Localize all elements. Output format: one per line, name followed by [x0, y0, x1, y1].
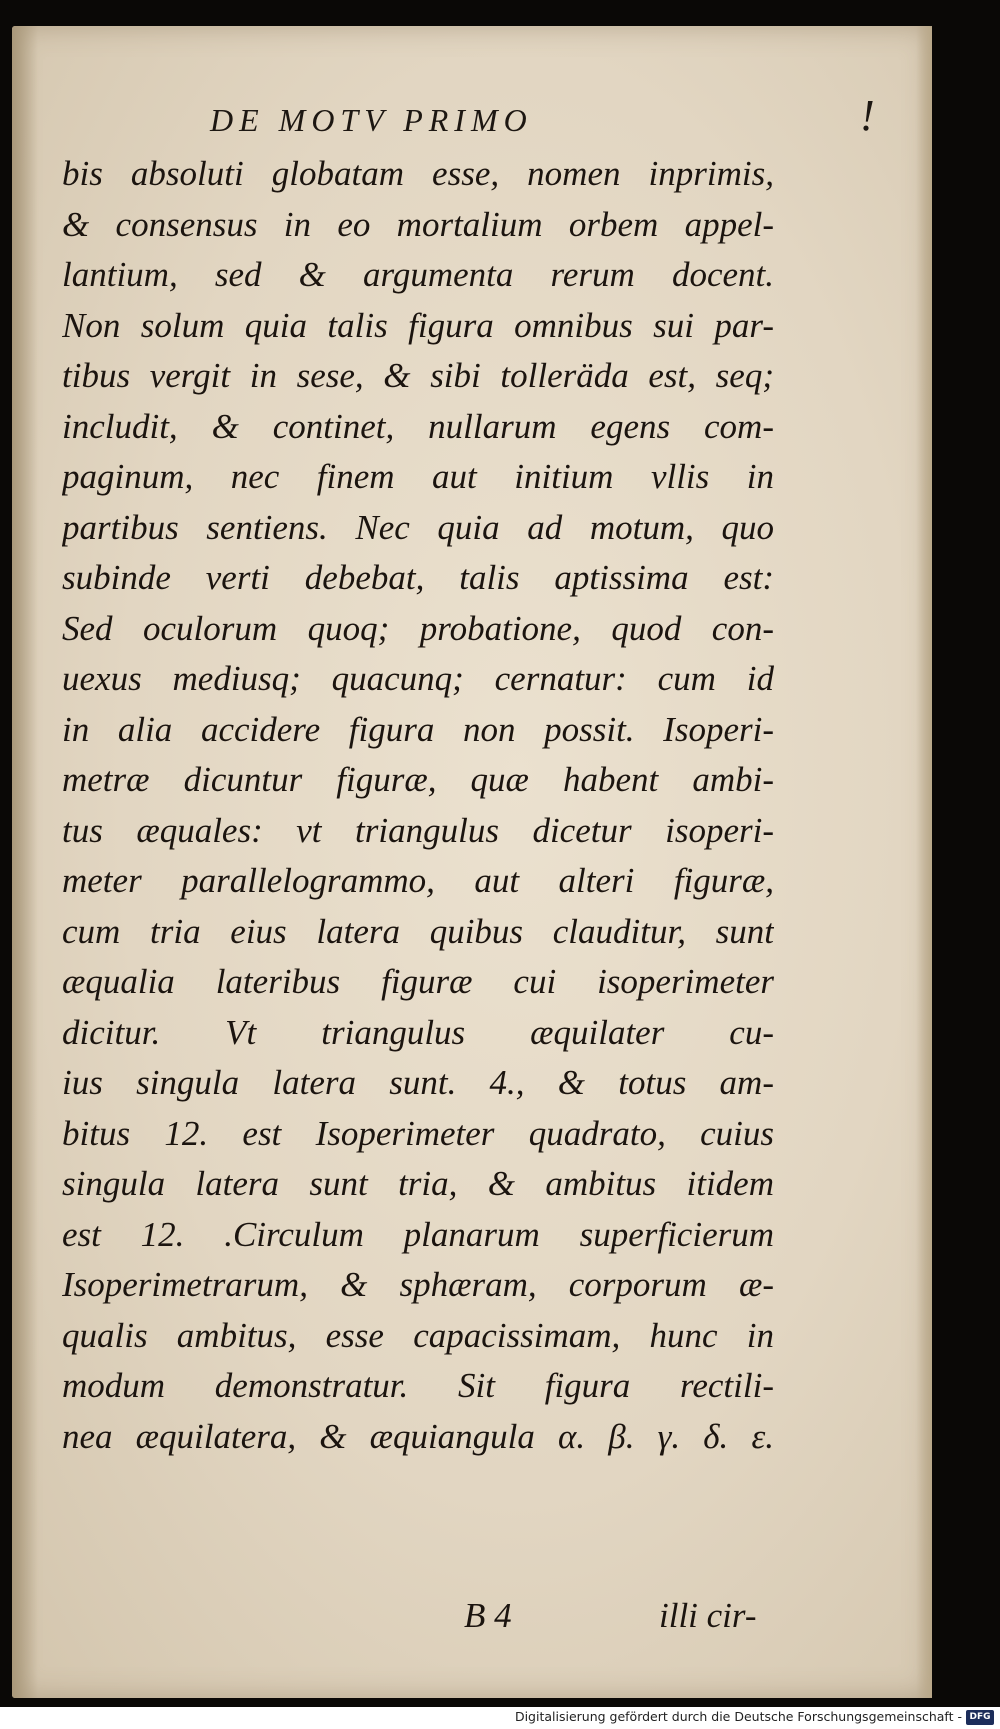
- text-line: lantium, sed & argumenta rerum docent.: [62, 255, 774, 294]
- text-line: Sed oculorum quoq; probatione, quod con-: [62, 608, 774, 648]
- text-line: & consensus in eo mortalium orbem appel-: [62, 204, 774, 244]
- running-head: DE MOTV PRIMO: [210, 102, 533, 138]
- text-line: tus æquales: vt triangulus dicetur isoperi-: [62, 810, 774, 850]
- folio-mark: !: [860, 91, 875, 140]
- text-line: Non solum quia talis figura omnibus sui par-: [62, 305, 774, 345]
- text-line: æqualia lateribus figuræ cui isoperimeter: [62, 962, 774, 1001]
- text-line: singula latera sunt tria, & ambitus itidem: [62, 1164, 774, 1203]
- dfg-logo-icon: DFG: [966, 1710, 994, 1725]
- text-line: includit, & continet, nullarum egens com-: [62, 406, 774, 446]
- text-line: bis absoluti globatam esse, nomen inprimis,: [62, 154, 774, 193]
- text-line: tibus vergit in sese, & sibi tolleräda est, seq;: [62, 356, 774, 395]
- text-line: est 12. .Circulum planarum superficierum: [62, 1214, 774, 1254]
- text-line: dicitur. Vt triangulus æquilater cu-: [62, 1012, 774, 1052]
- footer-bar: [0, 1707, 1000, 1729]
- funding-credit: Digitalisierung gefördert durch die Deutsche Forschungsgemeinschaft -: [514, 1709, 962, 1724]
- page-gutter-shadow: [12, 26, 38, 1698]
- body-text: [62, 149, 774, 1462]
- page-edge-shadow: [916, 26, 932, 1698]
- text-line: Isoperimetrarum, & sphæram, corporum æ-: [62, 1265, 774, 1304]
- text-line: uexus mediusq; quacunq; cernatur: cum id: [62, 659, 774, 698]
- text-line: meter parallelogrammo, aut alteri figuræ,: [62, 861, 774, 900]
- text-line: subinde verti debebat, talis aptissima est:: [62, 558, 774, 597]
- text-line: in alia accidere figura non possit. Isoperi-: [62, 709, 774, 749]
- catchword: illi cir-: [659, 1596, 757, 1635]
- text-line: bitus 12. est Isoperimeter quadrato, cuius: [62, 1113, 774, 1153]
- text-line: modum demonstratur. Sit figura rectili-: [62, 1366, 774, 1405]
- book-page: [12, 26, 932, 1698]
- text-line: ius singula latera sunt. 4., & totus am-: [62, 1063, 774, 1102]
- catchline: [12, 1596, 932, 1646]
- text-line: nea æquilatera, & æquiangula α. β. γ. δ. ε.: [62, 1416, 774, 1456]
- text-line: partibus sentiens. Nec quia ad motum, quo: [62, 507, 774, 547]
- text-line: paginum, nec finem aut initium vllis in: [62, 457, 774, 496]
- text-line: metræ dicuntur figuræ, quæ habent ambi-: [62, 760, 774, 799]
- signature-mark: B 4: [464, 1596, 512, 1635]
- text-line: qualis ambitus, esse capacissimam, hunc in: [62, 1315, 774, 1355]
- text-line: cum tria eius latera quibus clauditur, sunt: [62, 911, 774, 951]
